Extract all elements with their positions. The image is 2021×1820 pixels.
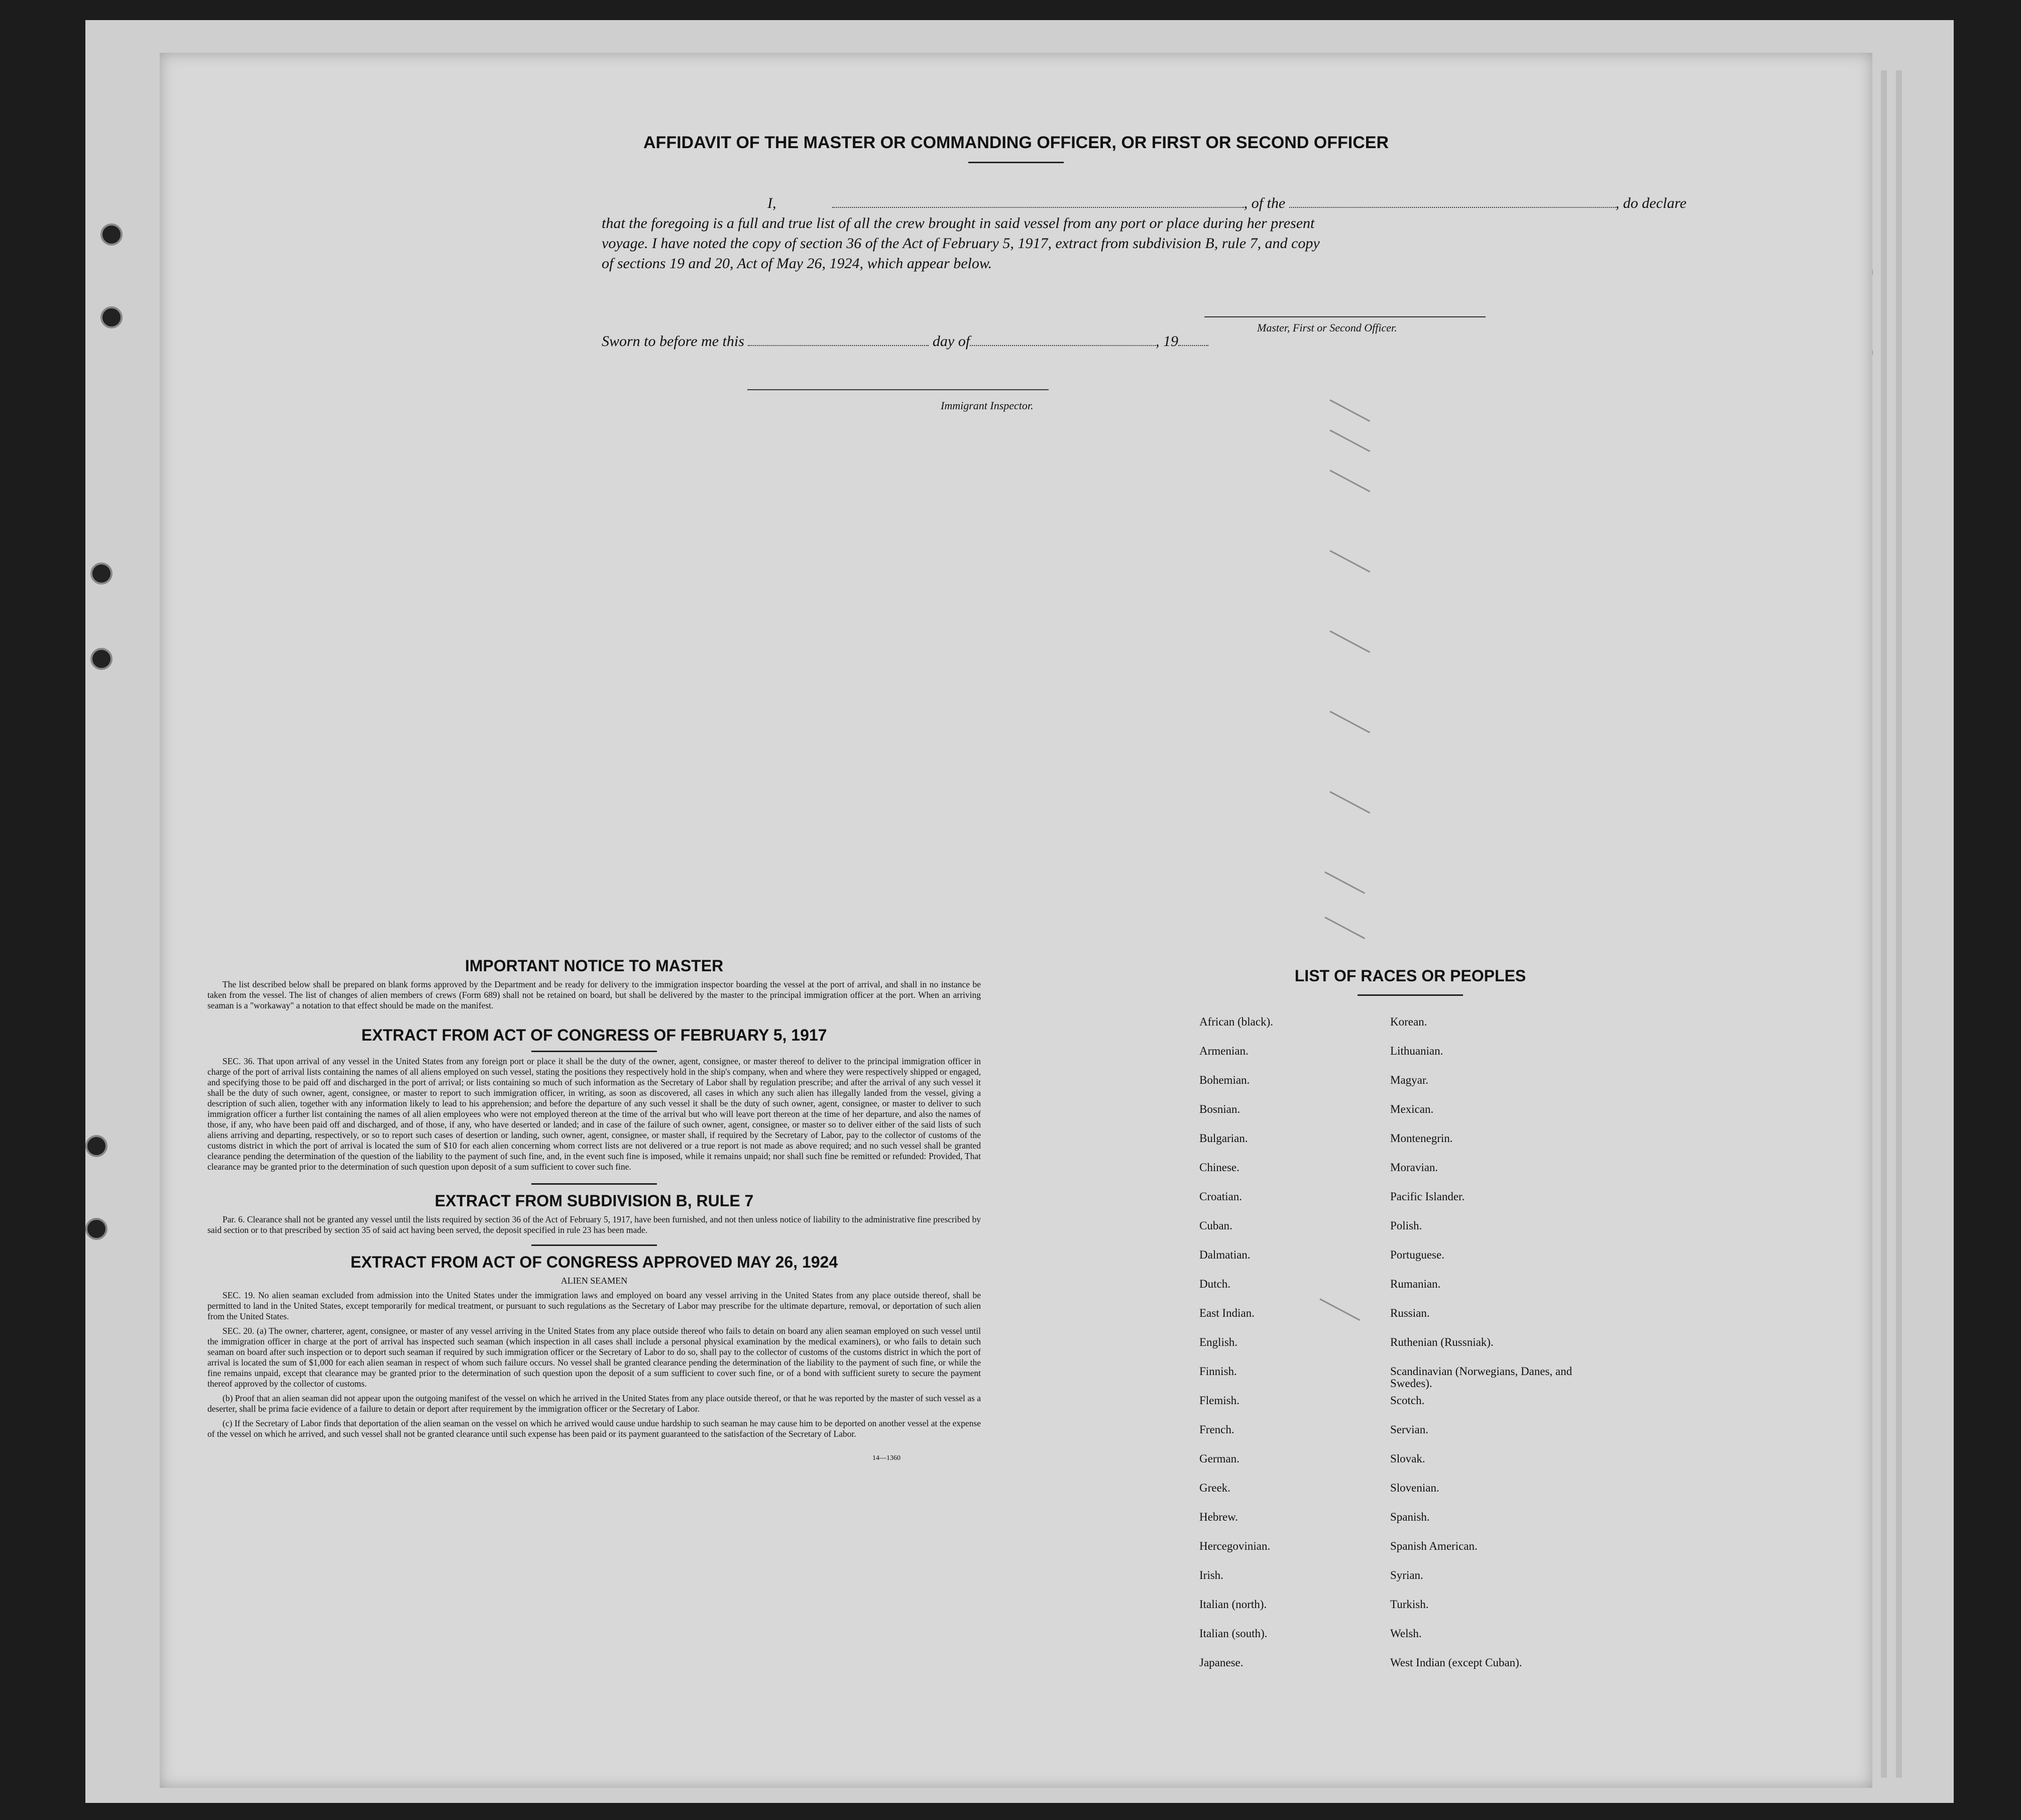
legal-notices [207,957,981,1462]
race-item: Croatian. [1199,1190,1242,1203]
binder-hole [90,648,113,670]
pen-mark [1329,630,1370,653]
declare-label: , do declare [1615,195,1687,211]
alien-seamen-subtitle: ALIEN SEAMEN [560,1276,628,1286]
sheet-edge [1896,70,1902,1778]
master-label: Master, First or Second Officer. [1257,321,1397,334]
race-item: Portuguese. [1390,1248,1444,1261]
sec-19-text: SEC. 19. No alien seaman excluded from admission into the United States under the immigration laws and employed on board any vessel arriving in the United States from any place outside thereof, shall be permitted to land in the United States, except temporarily for medical treatment, or pursuant to such regulations as the Secretary of Labor may prescribe for the ultimate departure, removal, or deportation of such alien from the United States. [207,1290,981,1321]
race-item: Finnish. [1199,1365,1237,1378]
declare-line-4: of sections 19 and 20, Act of May 26, 1924, which appear below. [602,255,992,272]
affidavit-title: AFFIDAVIT OF THE MASTER OR COMMANDING OFFICER, OR FIRST OR SECOND OFFICER [643,133,1389,152]
race-item: Scotch. [1390,1394,1425,1407]
race-item: Dutch. [1199,1278,1230,1290]
of-the-label: , of the [1244,195,1286,211]
binder-hole [100,306,123,328]
race-item: Chinese. [1199,1161,1240,1174]
affidavit-section [160,133,1872,163]
race-item: Mexican. [1390,1103,1434,1115]
race-item: Syrian. [1390,1569,1423,1581]
race-item: Turkish. [1390,1598,1429,1611]
sheet-edge [1881,70,1887,1778]
race-item: Italian (north). [1199,1598,1267,1611]
race-item: Magyar. [1390,1074,1429,1086]
race-item: Polish. [1390,1219,1422,1232]
race-item: West Indian (except Cuban). [1390,1656,1522,1669]
sworn-day-of: day of [932,333,970,350]
pen-mark [1329,429,1370,452]
race-item: African (black). [1199,1015,1273,1028]
pen-mark [1329,470,1370,492]
race-item: Hebrew. [1199,1511,1239,1523]
race-item: Armenian. [1199,1045,1249,1057]
section-rule [531,1183,657,1185]
race-item: Slovenian. [1390,1482,1439,1494]
races-title: LIST OF RACES OR PEOPLES [1294,967,1526,985]
pen-mark [1329,791,1370,814]
form-number: 14—1360 [872,1454,901,1462]
section-rule [531,1244,657,1246]
position-field[interactable] [1289,195,1616,208]
pen-mark [1329,550,1370,573]
sworn-line [602,331,1455,352]
sworn-month-field[interactable] [970,333,1156,346]
document-page [160,53,1872,1788]
sec-20b-text: (b) Proof that an alien seaman did not appear upon the outgoing manifest of the vessel on which he arrived in the United States from any place outside thereof, or that he was reported by the master of such vessel as a deserter, shall be prima facie evidence of a failure to detain or deport after requirement by the immigration officer or the Secretary of Labor. [207,1393,981,1414]
race-item: Bosnian. [1199,1103,1241,1115]
race-item: Lithuanian. [1390,1045,1443,1057]
sworn-prefix: Sworn to before me this [602,333,744,350]
race-item: Scandinavian (Norwegians, Danes, and Swedes). [1390,1365,1573,1390]
race-item: Russian. [1390,1307,1430,1319]
binder-hole [85,1135,107,1157]
races-section [1199,967,1621,1686]
race-item: German. [1199,1452,1240,1465]
extract-1917-title: EXTRACT FROM ACT OF CONGRESS OF FEBRUARY 5, 1917 [361,1026,827,1044]
pen-mark [1324,917,1365,939]
race-item: Moravian. [1390,1161,1438,1174]
race-item: Bulgarian. [1199,1132,1248,1145]
sec-20c-text: (c) If the Secretary of Labor finds that deportation of the alien seaman on the vessel on which he arrived would cause undue hardship to such seaman he may cause him to be deported on another vessel at the expense of the vessel on which he arrived, and such vessel shall not be granted clearance until such expense has been paid or its payment guaranteed to the satisfaction of the Secretary of Labor. [207,1418,981,1439]
subdivision-b-text: Par. 6. Clearance shall not be granted any vessel until the lists required by section 36 of the Act of February 5, 1917, have been furnished, and not then unless notice of liability to the administrative fine prescribed by said section or to that prescribed by section 35 of said act having been served, the deposit specified in rule 23 has been made. [207,1214,981,1235]
race-item: Japanese. [1199,1656,1244,1669]
binder-hole [100,223,123,246]
race-item: Ruthenian (Russniak). [1390,1336,1494,1348]
affidavit-declaration [602,193,1687,274]
master-signature-line[interactable] [1204,316,1486,317]
extract-1917-text: SEC. 36. That upon arrival of any vessel in the United States from any foreign port or place it shall be the duty of the owner, agent, consignee, or master thereof to deliver to the principal immigration officer in charge of the port of arrival lists containing the names of all aliens employed on such vessel, stating the positions they respectively hold in the ship's company, when and where they were respectively shipped or engaged, and specifying those to be paid off and discharged in the port of arrival; or lists containing so much of such information as the Secretary of Labor shall by regulation prescribe; and after the arrival of any such vessel it shall be the duty of such owner, agent, consignee, or master to report to such immigration officer, in writing, as soon as discovered, all cases in which any such alien has illegally landed from the vessel, giving a description of such alien, together with any information likely to lead to his apprehension; and before the departure of any such vessel it shall be the duty of such owner, agent, consignee, or master to deliver to such immigration officer a further list containing the names of all alien employees who were not employed thereon at the time of the arrival but who will leave port thereon at the time of her departure, and also the names of those, if any, who have been paid off and discharged, and of those, if any, who have deserted or landed; and in case of the failure of such owner, agent, consignee, or master so to deliver either of the said lists of such aliens arriving and departing, respectively, or so to report such cases of desertion or landing, such owner, agent, consignee, or master shall, if required by the Secretary of Labor, pay to the collector of customs of the customs district in which the port of arrival is located the sum of $10 for each alien concerning whom correct lists are not delivered or a true report is not made as above required; and no such vessel shall be granted clearance pending the determination of the question of the liability to the payment of such fine, and, in the event such fine is imposed, while it remains unpaid; nor shall such fine be remitted or refunded: Provided, That clearance may be granted prior to the determination of such question upon deposit of a sum sufficient to cover such fine. [207,1056,981,1172]
extract-1924-title: EXTRACT FROM ACT OF CONGRESS APPROVED MAY 26, 1924 [350,1253,838,1271]
notice-text: The list described below shall be prepared on blank forms approved by the Department and be ready for delivery to the immigration inspector boarding the vessel at the port of arrival, and shall in no instance be taken from the vessel. The list of changes of alien members of crews (Form 689) shall not be retained on board, but shall be delivered by the master to the principal immigration officer at the port. When an arriving seaman is a "workaway" a notation to that effect should be made on the manifest. [207,979,981,1010]
race-item: Greek. [1199,1482,1230,1494]
race-item: Welsh. [1390,1627,1422,1640]
sworn-day-field[interactable] [748,333,929,346]
race-item: Rumanian. [1390,1278,1441,1290]
race-item: Hercegovinian. [1199,1540,1271,1552]
subdivision-b-title: EXTRACT FROM SUBDIVISION B, RULE 7 [434,1192,754,1210]
race-item: Spanish American. [1390,1540,1478,1552]
pen-mark [1324,871,1365,894]
sworn-year: , 19 [1156,333,1179,350]
officer-name-field[interactable] [832,195,1244,208]
race-item: Montenegrin. [1390,1132,1453,1145]
inspector-label: Immigrant Inspector. [941,399,1034,412]
inspector-signature-line[interactable] [747,389,1049,390]
binder-hole [85,1218,107,1240]
binder-hole [90,562,113,585]
section-rule [531,1051,657,1052]
declare-line-3: voyage. I have noted the copy of section 36 of the Act of February 5, 1917, extract from subdivision B, rule 7, and copy [602,235,1320,252]
race-item: Pacific Islander. [1390,1190,1465,1203]
race-item: Cuban. [1199,1219,1232,1232]
race-item: Spanish. [1390,1511,1430,1523]
race-item: Servian. [1390,1423,1429,1436]
race-item: Bohemian. [1199,1074,1250,1086]
sec-20a-text: SEC. 20. (a) The owner, charterer, agent, consignee, or master of any vessel arriving in the United States from any place outside thereof who fails to detain on board any alien seaman employed on such vessel until the immigration officer in charge at the port of arrival has inspected such seaman (which inspection in all cases shall include a personal physical examination by the medical examiners), or who fails to detain such seaman on board after such inspection or to deport such seaman if required by such immigration officer or the Secretary of Labor to do so, shall pay to the collector of customs of the customs district in which the port of arrival is located the sum of $1,000 for each alien seaman in respect of whom such failure occurs. No vessel shall be granted clearance pending the determination of the liability to the payment of such fine, or while the fine remains unpaid, except that clearance may be granted prior to the determination of such question upon the deposit of a sum sufficient to cover such fine, or of a bond with sufficient surety to secure the payment thereof approved by the collector of customs. [207,1326,981,1389]
declare-line-2: that the foregoing is a full and true list of all the crew brought in said vessel from any port or place during her present [602,215,1315,232]
race-item: English. [1199,1336,1238,1348]
pen-mark [1329,711,1370,733]
race-item: Dalmatian. [1199,1248,1251,1261]
pen-mark [1329,399,1370,422]
notice-title: IMPORTANT NOTICE TO MASTER [465,957,724,975]
sworn-year-field[interactable] [1178,333,1208,346]
races-list [1199,1016,1621,1686]
race-item: Slovak. [1390,1452,1425,1465]
race-item: Korean. [1390,1015,1427,1028]
race-item: Irish. [1199,1569,1223,1581]
race-item: French. [1199,1423,1234,1436]
race-item: Italian (south). [1199,1627,1268,1640]
declare-line [602,193,1687,213]
i-label: I, [767,195,776,211]
race-item: East Indian. [1199,1307,1255,1319]
race-item: Flemish. [1199,1394,1240,1407]
races-rule [1358,994,1463,996]
title-rule [968,162,1064,163]
